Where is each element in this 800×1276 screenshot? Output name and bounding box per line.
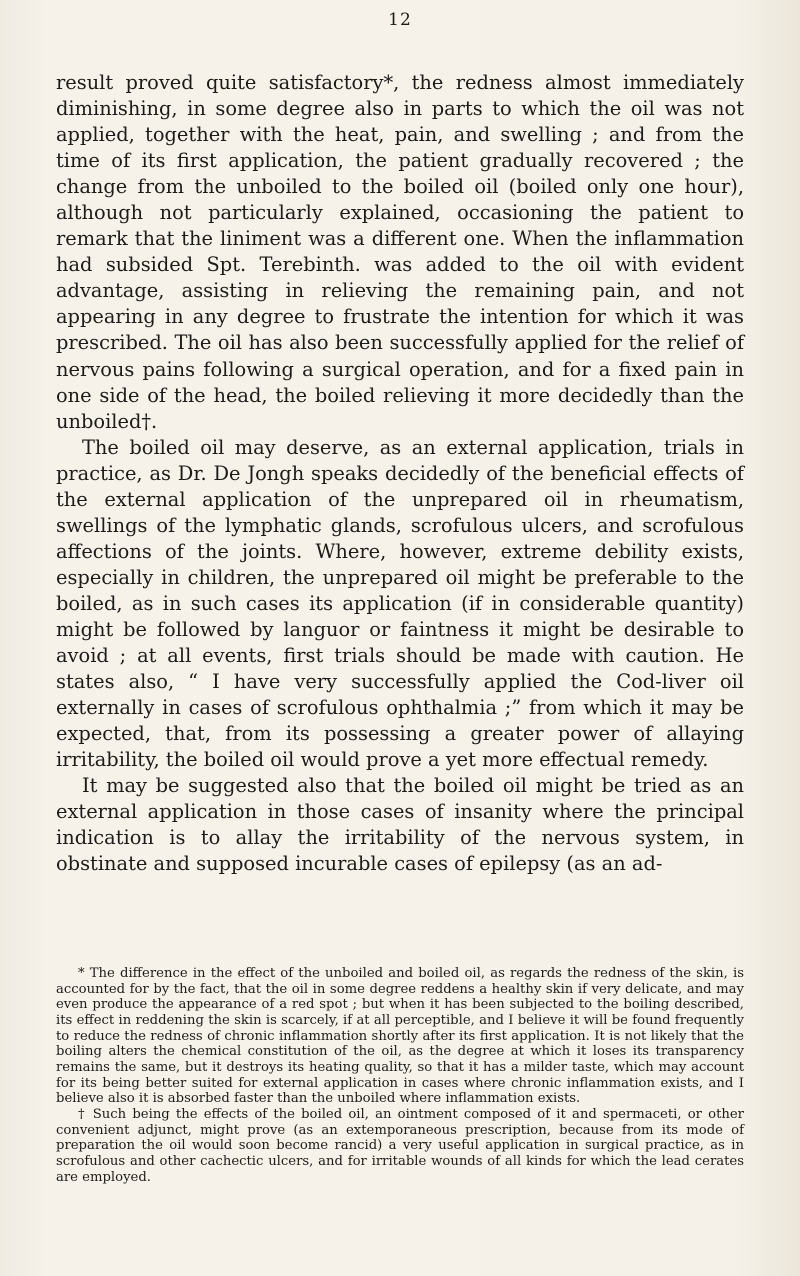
footnote-dagger: † Such being the effects of the boiled oil, an ointment composed of it and spermaceti, or other convenient adjunct, might prove (as an extemporaneous prescription, because from its mode of preparation the oil would soon become rancid) a very useful application in surgical practice, as in scrofulous and other cachectic ulcers, and for irritable wounds of all kinds for which the lead cerates are employed. [56, 1106, 744, 1185]
main-text [56, 70, 744, 877]
paragraph-boiled-oil-external: The boiled oil may deserve, as an external application, trials in practice, as Dr. De Jongh speaks decidedly of the beneficial effects of the external application of the unprepared oil in rheumatism, swellings of the lymphatic glands, scrofulous ulcers, and scrofulous affections of the joints. Where, however, extreme debility exists, especially in children, the unprepared oil might be preferable to the boiled, as in such cases its application (if in considerable quantity) might be followed by languor or faintness it might be desirable to avoid ; at all events, first trials should be made with caution. He states also, “ I have very successfully applied the Cod-liver oil externally in cases of scrofulous ophthalmia ;” from which it may be expected, that, from its possessing a greater power of allaying irritability, the boiled oil would prove a yet more effectual remedy. [56, 435, 744, 772]
paragraph-continued: result proved quite satisfactory*, the redness almost immediately diminishing, in some degree also in parts to which the oil was not applied, together with the heat, pain, and swelling ; and from the time of its first application, the patient gradually recovered ; the change from the unboiled to the boiled oil (boiled only one hour), although not particularly explained, occasioning the patient to remark that the liniment was a different one. When the inflammation had subsided Spt. Terebinth. was added to the oil with evident advantage, assisting in relieving the remaining pain, and not appearing in any degree to frustrate the intention for which it was prescribed. The oil has also been successfully applied for the relief of nervous pains following a surgical operation, and for a fixed pain in one side of the head, the boiled relieving it more decidedly than the unboiled†. [56, 71, 744, 433]
footnote-asterisk: * The difference in the effect of the unboiled and boiled oil, as regards the redness of the skin, is accounted for by the fact, that the oil in some degree reddens a healthy skin if very delicate, and may even produce the appearance of a red spot ; but when it has been subjected to the boiling described, its effect in reddening the skin is scarcely, if at all perceptible, and I believe it will be found frequently to reduce the redness of chronic inflammation shortly after its first application. It is not likely that the boiling alters the chemical constitution of the oil, as the degree at which it loses its transparency remains the same, but it destroys its heating quality, so that it has a milder taste, which may account for its being better suited for external application in cases where chronic inflammation exists, and I believe also it is absorbed faster than the unboiled where inflammation exists. [56, 966, 744, 1107]
footnotes [56, 966, 744, 1185]
paragraph-insanity-epilepsy: It may be suggested also that the boiled oil might be tried as an external application in those cases of insanity where the principal indication is to allay the irritability of the nervous system, in obstinate and supposed incurable cases of epilepsy (as an ad- [56, 774, 744, 876]
page-number: 12 [388, 10, 412, 30]
